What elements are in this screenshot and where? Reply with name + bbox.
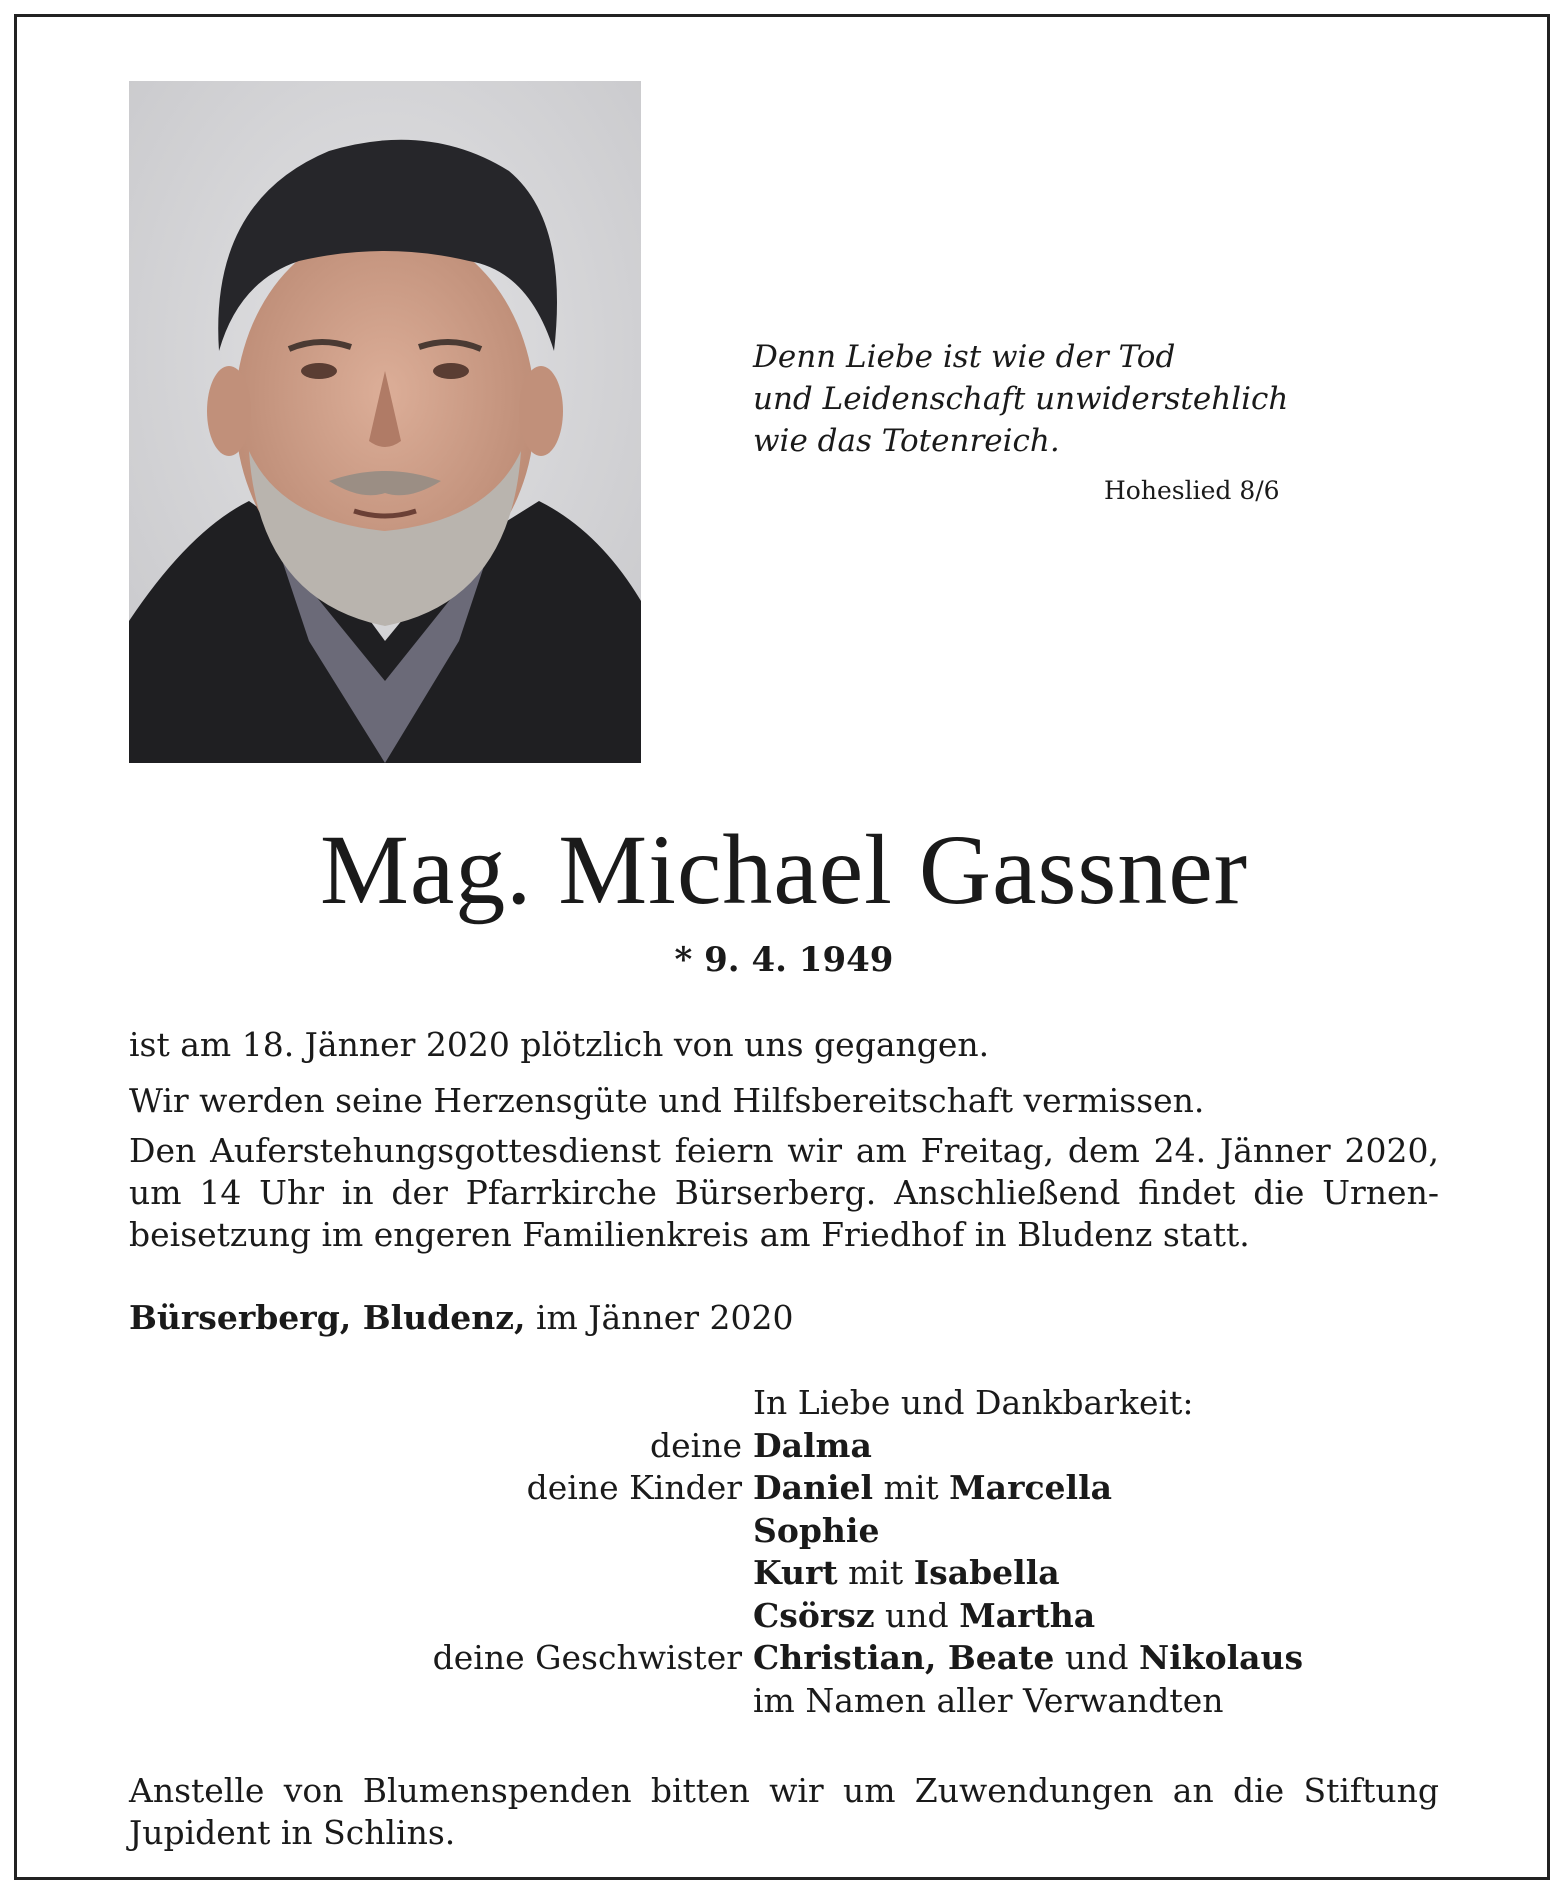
signer-row — [0, 1552, 1568, 1595]
signer-row — [0, 1680, 1568, 1723]
signer-names — [753, 1510, 879, 1553]
signer-name: Martha — [959, 1595, 1096, 1635]
quote-line: und Leidenschaft unwiderstehlich — [753, 381, 1289, 417]
signer-row — [0, 1467, 1568, 1510]
signer-names — [753, 1595, 1095, 1638]
signer-connector: und — [1054, 1638, 1140, 1677]
service-details — [129, 1130, 1439, 1256]
tribute-text: Wir werden seine Herzensgüte und Hilfsbereitschaft vermissen. — [129, 1081, 1205, 1120]
place-names: Bürserberg, Bludenz, — [129, 1298, 526, 1337]
note-line: Jupident in Schlins. — [129, 1813, 456, 1852]
signer-relation: deine Kinder — [526, 1468, 742, 1507]
quote-source: Hoheslied 8/6 — [1104, 476, 1280, 505]
signer-name: Sophie — [753, 1510, 880, 1550]
signer-name: Christian, Beate — [753, 1638, 1055, 1677]
signers-block — [0, 1382, 1568, 1722]
portrait-photo — [129, 81, 641, 763]
signer-name: Marcella — [949, 1468, 1112, 1507]
signer-names — [753, 1467, 1112, 1510]
signer-name: Csörsz — [753, 1595, 875, 1635]
bible-quote — [753, 336, 1313, 462]
signer-row — [0, 1425, 1568, 1468]
service-line: beisetzung im engeren Familienkreis am Friedhof in Bludenz statt. — [129, 1215, 1250, 1254]
signers-intro: In Liebe und Dankbarkeit: — [753, 1383, 1194, 1422]
deceased-name: Mag. Michael Gassner — [319, 814, 1249, 925]
signer-row — [0, 1510, 1568, 1553]
quote-line: wie das Totenreich. — [753, 423, 1060, 459]
announcement-text: ist am 18. Jänner 2020 plötzlich von uns gegangen. — [129, 1025, 990, 1064]
signer-connector: mit — [873, 1468, 950, 1507]
signer-name: Daniel — [753, 1468, 874, 1507]
quote-line: Denn Liebe ist wie der Tod — [753, 339, 1176, 375]
signer-connector: und — [874, 1595, 960, 1635]
signer-name: Dalma — [753, 1425, 872, 1465]
signer-names — [753, 1552, 1060, 1595]
place-date-text: im Jänner 2020 — [525, 1298, 794, 1337]
signer-name: Kurt — [753, 1553, 838, 1592]
signer-relation: deine — [650, 1425, 742, 1465]
signer-names — [753, 1680, 1223, 1723]
place-date — [129, 1298, 793, 1337]
signer-names — [753, 1637, 1303, 1680]
signer-names — [753, 1425, 872, 1468]
service-line: um 14 Uhr in der Pfarrkirche Bürserberg. Anschließend findet die Urnen- — [129, 1173, 1439, 1212]
signers-intro-row — [0, 1382, 1568, 1425]
signer-row — [0, 1595, 1568, 1638]
signer-name: Nikolaus — [1139, 1638, 1304, 1677]
birth-date: * 9. 4. 1949 — [674, 940, 894, 980]
donation-note — [129, 1770, 1439, 1854]
note-line: Anstelle von Blumenspenden bitten wir um Zuwendungen an die Stiftung — [129, 1771, 1439, 1810]
signer-connector: mit — [837, 1553, 914, 1592]
signer-row — [0, 1637, 1568, 1680]
signer-relation: deine Geschwister — [432, 1638, 742, 1677]
signer-name: Isabella — [913, 1553, 1060, 1592]
signer-connector: im Namen aller Verwandten — [753, 1680, 1224, 1720]
service-line: Den Auferstehungsgottesdienst feiern wir am Freitag, dem 24. Jänner 2020, — [129, 1131, 1439, 1170]
